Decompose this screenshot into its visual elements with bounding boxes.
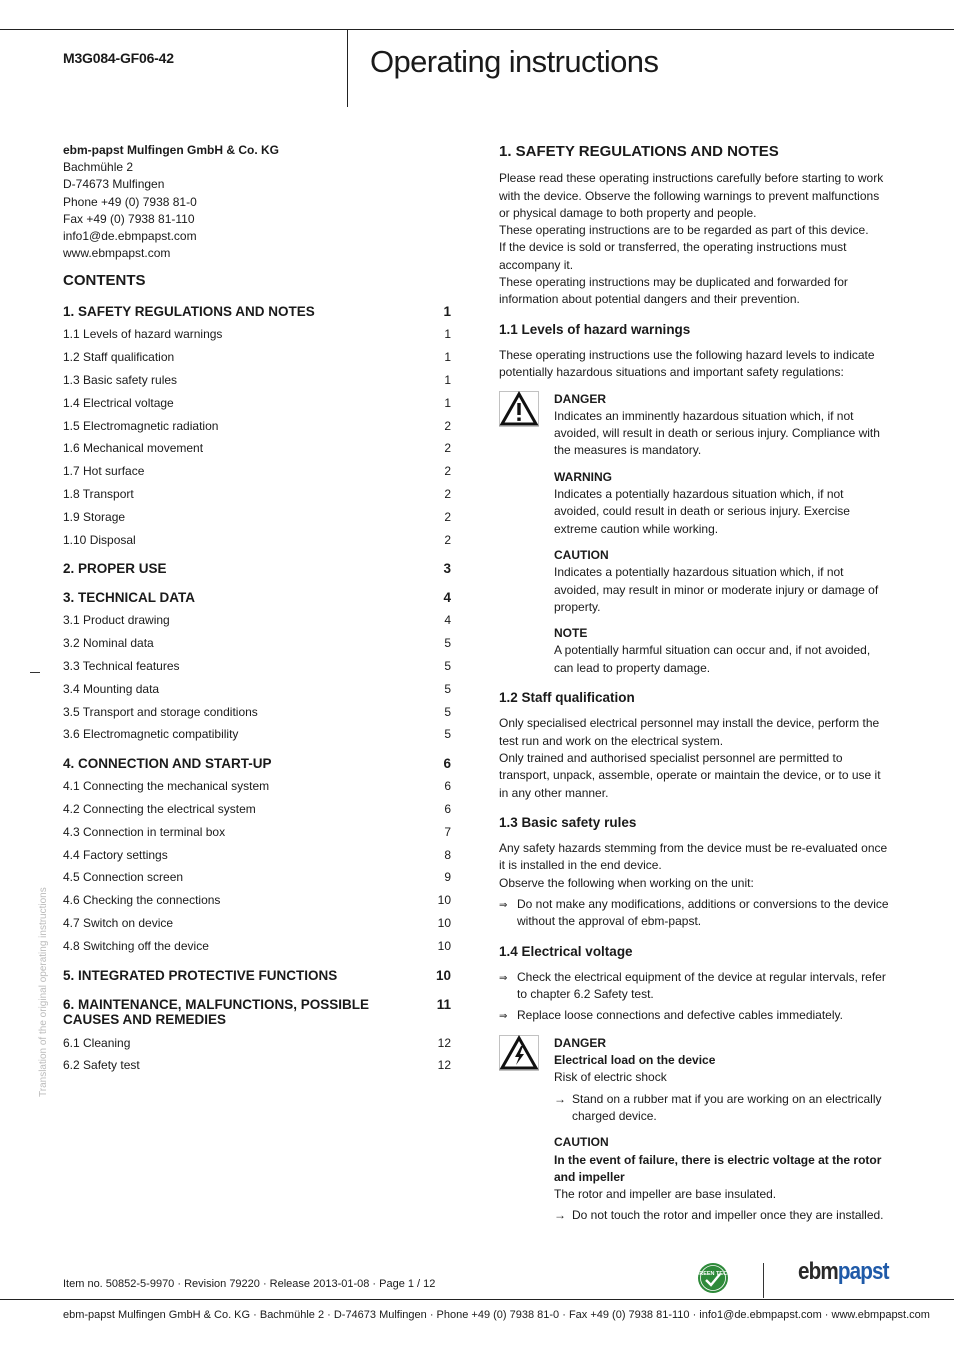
list-item [499, 969, 891, 1004]
toc-entry-label: 4.7 Switch on device [63, 915, 174, 930]
toc-entry[interactable] [63, 870, 453, 893]
warning-triangle-icon [499, 391, 539, 427]
toc-entry[interactable] [63, 779, 453, 802]
toc-entry[interactable] [63, 373, 453, 396]
toc-entry[interactable] [63, 991, 453, 1036]
toc-entry-page: 12 [437, 1058, 451, 1073]
toc-entry-label: 3.2 Nominal data [63, 636, 154, 651]
list-item-text: Stand on a rubber mat if you are working on an electrically charged device. [572, 1091, 882, 1123]
address-web[interactable]: www.ebmpapst.com [63, 246, 171, 261]
right-column [499, 143, 891, 1225]
toc-entry[interactable] [63, 682, 453, 705]
address-fax: Fax +49 (0) 7938 81-110 [63, 211, 195, 226]
list-item [499, 896, 891, 931]
toc-entry-label: 3.3 Technical features [63, 658, 180, 673]
toc-entry[interactable] [63, 441, 453, 464]
toc-entry-page: 1 [444, 373, 451, 388]
toc-entry-page: 4 [444, 613, 451, 628]
list-item [499, 1007, 891, 1025]
toc-entry-label: 4.8 Switching off the device [63, 938, 209, 953]
toc-entry[interactable] [63, 659, 453, 682]
section-1-2-heading: 1.2 Staff qualification [499, 690, 635, 706]
toc-entry[interactable] [63, 939, 453, 962]
toc-entry[interactable] [63, 848, 453, 871]
list-item [554, 1091, 891, 1126]
toc-entry-label: 1.8 Transport [63, 487, 134, 501]
toc-entry-page: 2 [444, 487, 451, 501]
danger-text: Indicates an imminently hazardous situation which, if not avoided, will result in death or serious injury. Compliance with the measures is mandatory. [554, 408, 880, 458]
toc-entry-label: 1.1 Levels of hazard warnings [63, 327, 223, 342]
toc-entry-label: 3.6 Electromagnetic compatibility [63, 727, 239, 742]
section-1-3-paragraph: Any safety hazards stemming from the device must be re-evaluated once it is installed in the end device. [499, 841, 888, 873]
section-1-4-heading: 1.4 Electrical voltage [499, 943, 633, 959]
toc-entry-label: 2. PROPER USE [63, 561, 167, 577]
address-phone: Phone +49 (0) 7938 81-0 [63, 194, 197, 209]
caution-heading: In the event of failure, there is electric voltage at the rotor and impeller [554, 1152, 882, 1184]
toc-entry-label: 1.7 Hot surface [63, 464, 145, 479]
note-label: NOTE [554, 626, 588, 641]
toc-entry[interactable] [63, 350, 453, 373]
toc-entry[interactable] [63, 1058, 453, 1081]
margin-mark [30, 672, 40, 673]
toc-entry-label: 4.6 Checking the connections [63, 893, 221, 908]
toc-entry-label: 1. SAFETY REGULATIONS AND NOTES [63, 304, 315, 320]
section-1-heading: 1. SAFETY REGULATIONS AND NOTES [499, 143, 779, 160]
toc-entry[interactable] [63, 510, 453, 533]
section-1-paragraph: Please read these operating instructions carefully before starting to work with the device. Observe the following warnings to prevent malfunctions or physical damage to both property and people. [499, 171, 884, 220]
list-item-text: Do not make any modifications, additions or conversions to the device without the approval of ebm-papst. [517, 896, 889, 929]
section-1-3-heading: 1.3 Basic safety rules [499, 814, 637, 830]
toc-entry[interactable] [63, 464, 453, 487]
translation-note: Translation of the original operating instructions [38, 887, 49, 1097]
footer-rule [0, 1299, 954, 1300]
list-item [554, 1207, 891, 1224]
toc-entry-page: 6 [443, 756, 451, 772]
electrical-hazard-block [499, 1035, 891, 1225]
table-of-contents [63, 304, 453, 1081]
green-tech-logo [694, 1262, 732, 1294]
toc-entry[interactable] [63, 705, 453, 728]
toc-entry[interactable] [63, 396, 453, 419]
toc-entry-page: 5 [444, 658, 451, 673]
toc-entry-label: 3.4 Mounting data [63, 681, 160, 696]
section-1-2-paragraph: Only specialised electrical personnel may install the device, perform the test run and work on the electrical system. [499, 716, 880, 748]
caution-text: Indicates a potentially hazardous situation which, if not avoided, may result in minor or moderate injury or damage of property. [554, 565, 879, 614]
address-email[interactable]: info1@de.ebmpapst.com [63, 229, 197, 244]
toc-entry-page: 11 [436, 996, 451, 1012]
caution-text: The rotor and impeller are base insulated. [554, 1187, 777, 1202]
danger-heading: Electrical load on the device [554, 1053, 716, 1068]
ebmpapst-logo [798, 1258, 889, 1286]
model-number: M3G084-GF06-42 [63, 50, 174, 66]
toc-entry[interactable] [63, 727, 453, 750]
toc-entry-page: 7 [444, 824, 451, 839]
toc-entry-label: 4.2 Connecting the electrical system [63, 801, 256, 816]
toc-entry-label: 3.1 Product drawing [63, 613, 170, 628]
danger-text: Risk of electric shock [554, 1070, 667, 1085]
toc-entry[interactable] [63, 802, 453, 825]
toc-entry-page: 2 [444, 532, 451, 547]
toc-entry-page: 6 [444, 801, 451, 816]
toc-entry-page: 1 [443, 304, 451, 320]
address-street: Bachmühle 2 [63, 160, 134, 175]
toc-entry-page: 5 [444, 681, 451, 696]
toc-entry-page: 2 [444, 464, 451, 479]
note-text: A potentially harmful situation can occur and, if not avoided, can lead to property damage. [554, 643, 871, 675]
toc-entry-label: 4.4 Factory settings [63, 847, 168, 862]
left-column [63, 142, 453, 1081]
toc-entry-page: 2 [444, 441, 451, 456]
section-1-3-paragraph: Observe the following when working on the unit: [499, 875, 754, 890]
toc-entry[interactable] [63, 750, 453, 779]
toc-entry-label: 6.2 Safety test [63, 1058, 140, 1073]
toc-entry-label: 4.5 Connection screen [63, 870, 184, 885]
section-1-paragraph: These operating instructions are to be regarded as part of this device. [499, 223, 869, 238]
toc-entry[interactable] [63, 419, 453, 442]
toc-entry-label: 1.4 Electrical voltage [63, 395, 174, 410]
list-item-text: Replace loose connections and defective cables immediately. [517, 1008, 843, 1023]
warning-label: WARNING [554, 469, 612, 484]
toc-entry-label: 6. MAINTENANCE, MALFUNCTIONS, POSSIBLE CAUSES AND REMEDIES [63, 996, 370, 1027]
address-block [63, 142, 453, 262]
toc-entry-page: 10 [437, 915, 451, 930]
toc-entry-page: 3 [443, 561, 451, 577]
toc-entry[interactable] [63, 533, 453, 556]
hazard-levels-block [499, 391, 891, 677]
right-arrow-icon: → [554, 1208, 566, 1223]
section-1-paragraph: These operating instructions may be duplicated and forwarded for information about potential dangers and their prevention. [499, 275, 848, 307]
section-1-1-heading: 1.1 Levels of hazard warnings [499, 321, 691, 337]
toc-entry[interactable] [63, 1036, 453, 1059]
toc-entry-page: 12 [437, 1035, 451, 1050]
electric-hazard-icon [499, 1035, 539, 1071]
section-1-1-intro: These operating instructions use the following hazard levels to indicate potentially hazardous situations and important safety regulations: [499, 347, 875, 380]
toc-entry-label: 1.6 Mechanical movement [63, 441, 204, 456]
toc-entry[interactable] [63, 825, 453, 848]
toc-entry[interactable] [63, 555, 453, 584]
toc-entry-page: 10 [435, 967, 451, 983]
item-number-line: Item no. 50852-5-9970 · Revision 79220 · Release 2013-01-08 · Page 1 / 12 [63, 1278, 436, 1290]
toc-entry-label: 1.9 Storage [63, 509, 126, 524]
address-city: D-74673 Mulfingen [63, 177, 165, 192]
toc-entry-label: 4.1 Connecting the mechanical system [63, 779, 270, 794]
section-1-paragraph: If the device is sold or transferred, the operating instructions must accompany it. [499, 240, 847, 272]
toc-entry-label: 1.10 Disposal [63, 532, 136, 547]
toc-entry-page: 9 [444, 870, 451, 885]
section-1-2-paragraph: Only trained and authorised specialist personnel are permitted to transport, unpack, assemble, operate or maintain the device, or to use it in any other manner. [499, 750, 881, 800]
contents-heading: CONTENTS [63, 272, 146, 290]
toc-entry[interactable] [63, 487, 453, 510]
toc-entry-page: 5 [444, 727, 451, 742]
toc-entry-label: 3.5 Transport and storage conditions [63, 704, 258, 719]
toc-entry-page: 8 [444, 847, 451, 862]
toc-entry-label: 1.5 Electromagnetic radiation [63, 418, 219, 433]
toc-entry-page: 10 [437, 938, 451, 953]
toc-entry-label: 1.2 Staff qualification [63, 350, 175, 365]
toc-entry-page: 1 [444, 327, 451, 342]
toc-entry[interactable] [63, 893, 453, 916]
toc-entry-label: 1.3 Basic safety rules [63, 373, 178, 388]
toc-entry-label: 6.1 Cleaning [63, 1035, 131, 1050]
logo-part-papst: papst [837, 1258, 889, 1285]
header-divider [347, 30, 348, 107]
toc-entry[interactable] [63, 962, 453, 991]
toc-entry-page: 6 [444, 779, 451, 794]
toc-entry-page: 4 [443, 590, 451, 606]
warning-text: Indicates a potentially hazardous situation which, if not avoided, could result in death or serious injury. Exercise extreme caution while working. [554, 487, 850, 536]
arrow-bullet-icon: ⇒ [499, 972, 508, 984]
danger-label: DANGER [554, 391, 607, 406]
caution-label: CAUTION [554, 1135, 609, 1150]
arrow-bullet-icon: ⇒ [499, 1011, 508, 1023]
toc-entry-page: 1 [444, 350, 451, 365]
caution-label: CAUTION [554, 547, 609, 562]
toc-entry-page: 5 [444, 636, 451, 651]
toc-entry-page: 1 [444, 395, 451, 410]
toc-entry-label: 3. TECHNICAL DATA [63, 590, 196, 606]
list-item-text: Do not touch the rotor and impeller once they are installed. [572, 1208, 884, 1223]
footer-contact-line: ebm-papst Mulfingen GmbH & Co. KG · Bachmühle 2 · D-74673 Mulfingen · Phone +49 (0) 7938 81-0 · Fax +49 (0) 7938 81-110 · info1@de.ebmpapst.com · www.ebmpapst.com [63, 1309, 930, 1321]
company-name: ebm-papst Mulfingen GmbH & Co. KG [63, 143, 279, 157]
list-item-text: Check the electrical equipment of the device at regular intervals, refer to chapter 6.2 Safety test. [517, 969, 886, 1002]
green-tech-text: GREEN TECH [694, 1271, 732, 1277]
toc-entry[interactable] [63, 636, 453, 659]
danger-label: DANGER [554, 1035, 607, 1050]
right-arrow-icon: → [554, 1091, 566, 1106]
footer-divider [763, 1263, 764, 1298]
toc-entry[interactable] [63, 613, 453, 636]
toc-entry-label: 4. CONNECTION AND START-UP [63, 756, 272, 772]
toc-entry-page: 10 [437, 893, 451, 908]
header-rule [0, 29, 954, 30]
toc-entry-page: 5 [444, 704, 451, 719]
toc-entry[interactable] [63, 304, 453, 327]
toc-entry-label: 4.3 Connection in terminal box [63, 824, 226, 839]
logo-part-ebm: ebm [798, 1258, 838, 1285]
toc-entry[interactable] [63, 327, 453, 350]
toc-entry[interactable] [63, 584, 453, 613]
arrow-bullet-icon: ⇒ [499, 899, 508, 911]
document-title: Operating instructions [370, 44, 659, 79]
toc-entry-label: 5. INTEGRATED PROTECTIVE FUNCTIONS [63, 967, 338, 983]
toc-entry[interactable] [63, 916, 453, 939]
toc-entry-page: 2 [444, 509, 451, 524]
toc-entry-page: 2 [444, 418, 451, 433]
